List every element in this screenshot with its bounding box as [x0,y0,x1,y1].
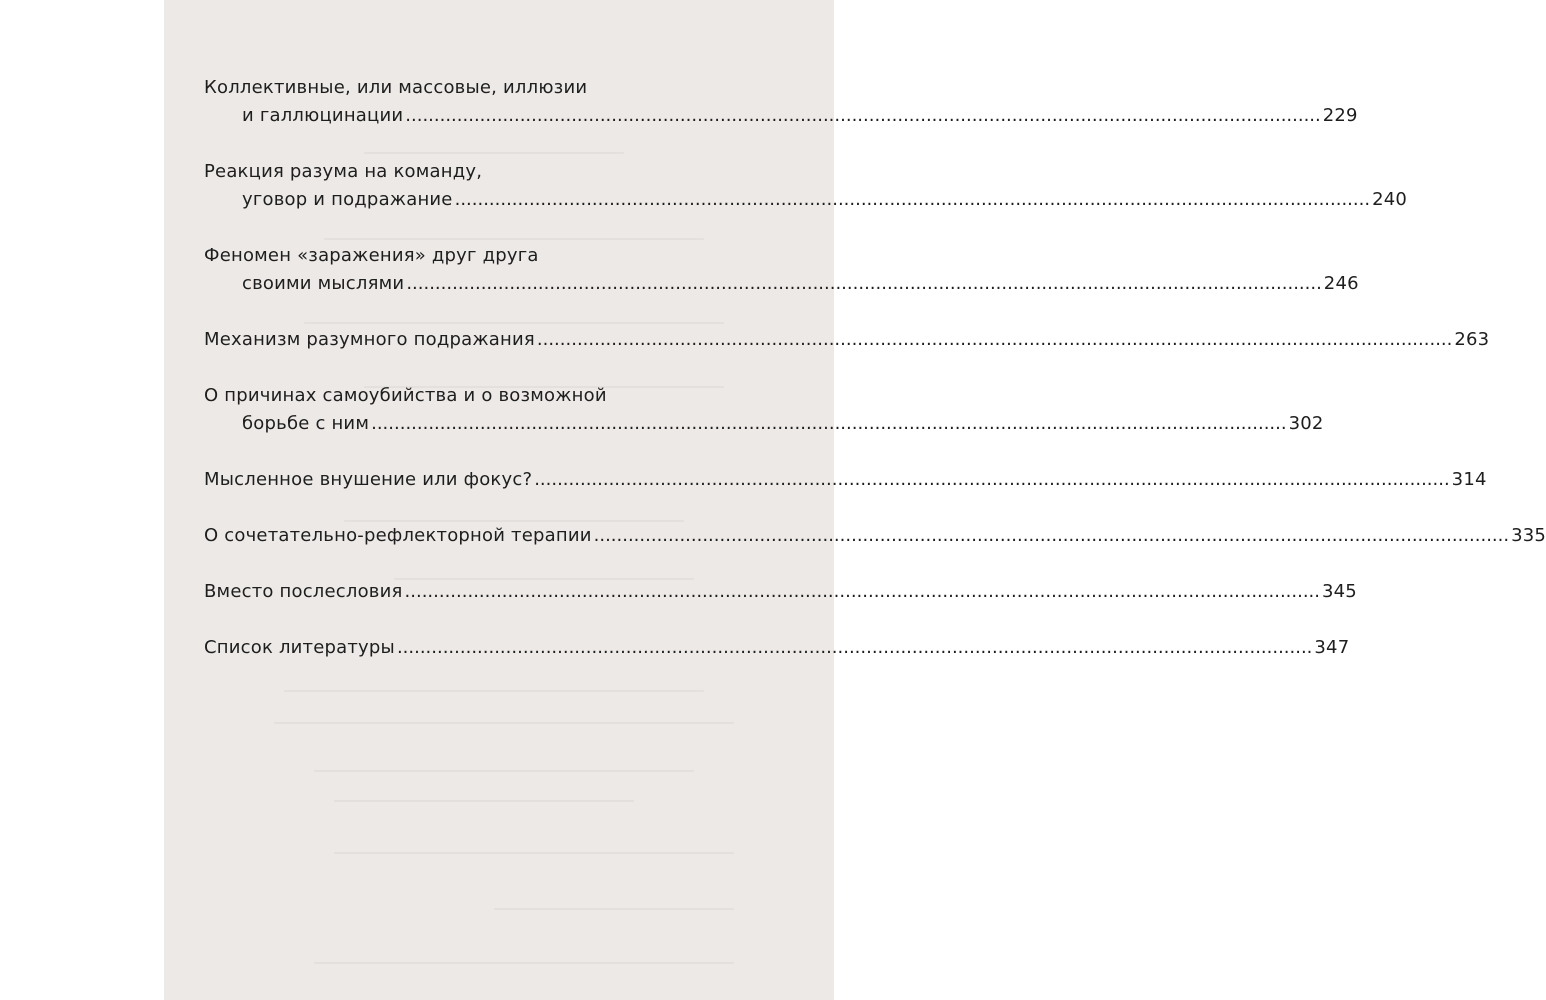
toc-entry-title: и галлюцинации [242,105,404,126]
toc-entry-title-line-1: Реакция разума на команду, [204,161,483,182]
toc-entry [204,466,1487,494]
toc-page-number: 302 [1288,413,1324,434]
toc-entry-title: своими мыслями [242,273,405,294]
toc-entry-title: Список литературы [204,637,395,658]
show-through-line [284,690,704,692]
toc-entry [204,242,1359,298]
dot-leader: ................................................................................................................................................................ [371,413,1287,434]
show-through-line [334,852,734,854]
toc-entry-title: Механизм разумного подражания [204,329,535,350]
toc-entry [204,158,1408,214]
toc-page-number: 314 [1451,469,1487,490]
dot-leader: ................................................................................................................................................................ [404,581,1320,602]
dot-leader: ................................................................................................................................................................ [396,637,1313,658]
show-through-line [494,908,734,910]
show-through-line [274,722,734,724]
toc-entry-title-line-1: Коллективные, или массовые, иллюзии [204,77,588,98]
book-page [164,0,1546,1000]
toc-entry-title: борьбе с ним [242,413,370,434]
toc-entry-title: уговор и подражание [242,189,453,210]
toc-page-number: 347 [1314,637,1350,658]
toc-entry [204,578,1357,606]
show-through-line [314,962,734,964]
toc-entry-title: О сочетательно-рефлекторной терапии [204,525,592,546]
toc-entry-title-line-1: О причинах самоубийства и о возможной [204,385,607,406]
toc-entry-title: Мысленное внушение или фокус? [204,469,533,490]
toc-page-number: 229 [1322,105,1358,126]
toc-page-number: 240 [1372,189,1408,210]
dot-leader: ................................................................................................................................................................ [454,189,1371,210]
dot-leader: ................................................................................................................................................................ [534,469,1450,490]
toc-entry [204,382,1324,438]
toc-page-number: 335 [1511,525,1546,546]
toc-entry-title-line-1: Феномен «заражения» друг друга [204,245,539,266]
dot-leader: ................................................................................................................................................................ [405,105,1321,126]
toc-entry-title: Вместо послесловия [204,581,403,602]
toc-entry [204,326,1490,354]
toc-page-number: 345 [1322,581,1357,602]
show-through-line [314,770,694,772]
toc-page-number: 263 [1454,329,1490,350]
toc-entry [204,74,1358,130]
show-through-line [334,800,634,802]
toc-entry [204,522,1546,550]
dot-leader: ................................................................................................................................................................ [593,525,1510,546]
dot-leader: ................................................................................................................................................................ [536,329,1453,350]
table-of-contents [204,74,1546,690]
toc-entry [204,634,1350,662]
dot-leader: ................................................................................................................................................................ [406,273,1322,294]
toc-page-number: 246 [1323,273,1359,294]
